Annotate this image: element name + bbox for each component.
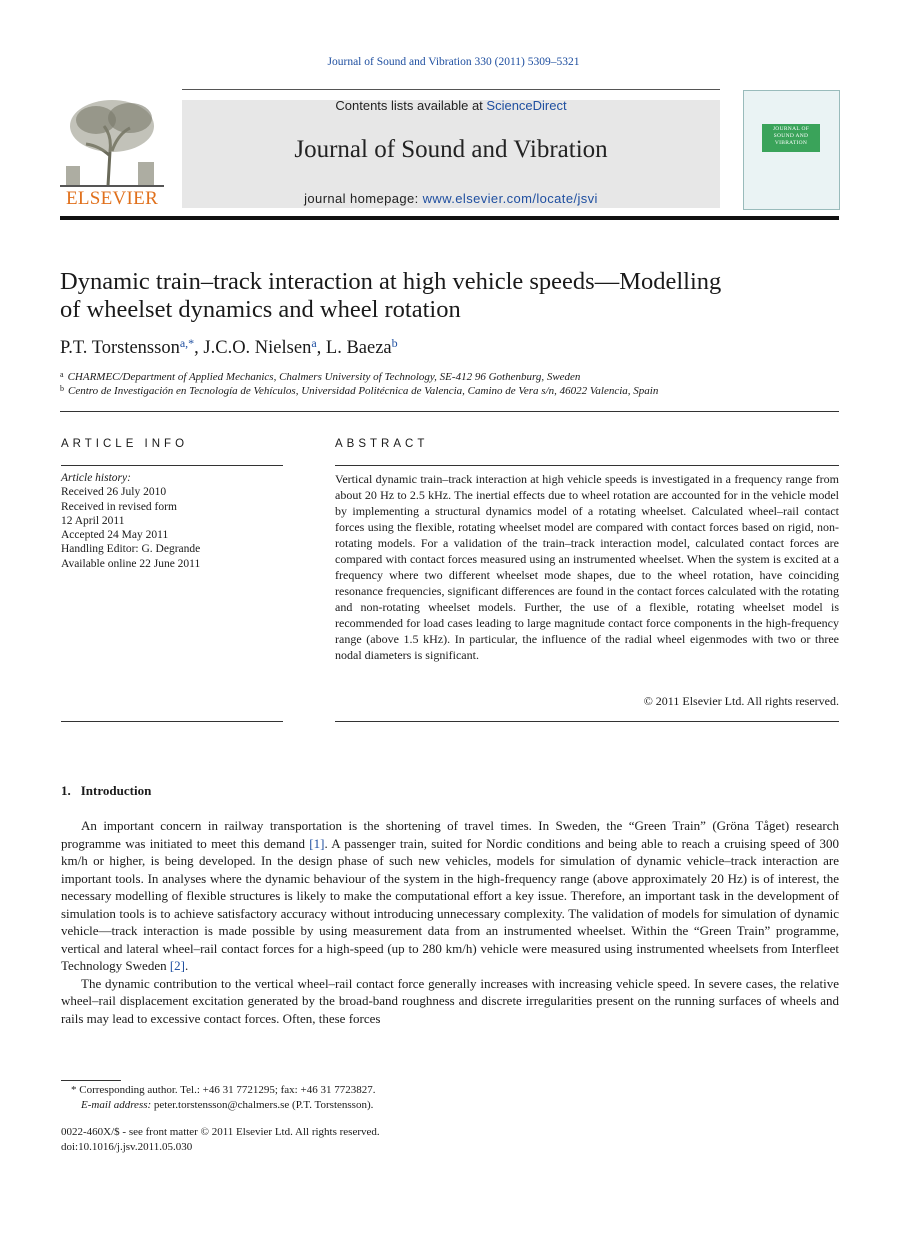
abstract-text: Vertical dynamic train–track interaction at high vehicle speeds is investigated in a frequency range from about 20 Hz to 2.5 kHz. The inertial effects due to wheel rotation are accounted for in the vehicle model by implementing a structural dynamics model of a rotating wheelset. Calculated wheel–rail contact forces using the flexible, rotating wheelset model are compared with contact forces based on rigid, non-rotating models. For a validation of the train–track interaction model, calculated contact forces are compared with contact forces measured using an instrumented wheelset. When the system is excited at a frequency where two different wheelset mode shapes, due to the wheel rotation, have coinciding resonance frequencies, significant differences are found in the contact forces calculated with the rotating and non-rotating wheelset models. Further, the use of a flexible, rotating wheelset model is recommended for load cases leading to large magnitude contact force components in the high-frequency range (above 1.5 kHz). In particular, the influence of the radial wheel eigenmodes with two or three nodal diameters is significant. (335, 472, 839, 662)
history-line: 12 April 2011 (61, 514, 125, 527)
author-name[interactable]: P.T. Torstensson (60, 338, 180, 358)
author-affiliation-mark[interactable]: b (391, 336, 398, 350)
article-info-heading: ARTICLE INFO (61, 438, 189, 450)
affiliation (60, 370, 840, 383)
publisher-wordmark: ELSEVIER (65, 188, 159, 209)
contents-prefix: Contents lists available at (335, 98, 487, 113)
paragraph-text: . (185, 958, 189, 973)
abstract-bottom-rule (335, 721, 839, 722)
history-line: Available online 22 June 2011 (61, 557, 201, 570)
article-info-bottom-rule (61, 721, 283, 722)
body-text (61, 817, 839, 1027)
abstract-rule (335, 465, 839, 466)
cover-title-block (762, 124, 820, 152)
header-top-rule (182, 89, 720, 90)
email-footnote (61, 1099, 859, 1111)
article-title-line-2: of wheelset dynamics and wheel rotation (60, 296, 461, 323)
affiliation-text: Centro de Investigación en Tecnología de Vehículos, Universidad Politécnica de Valencia, Camino de Vera s/n, 46022 Valencia, Spain (68, 385, 659, 397)
section-title: Introduction (80, 783, 152, 798)
section-heading (61, 783, 151, 799)
corresponding-author-footnote: * Corresponding author. Tel.: +46 31 7721295; fax: +46 31 7723827. (71, 1084, 376, 1096)
affiliation-mark: b (60, 384, 64, 393)
history-heading: Article history: (61, 472, 131, 484)
author-name[interactable]: J.C.O. Nielsen (203, 338, 312, 358)
footnote-rule (61, 1080, 121, 1081)
history-line: Accepted 24 May 2011 (61, 529, 169, 542)
article-history (61, 471, 286, 571)
journal-citation[interactable]: Journal of Sound and Vibration 330 (2011) 5309–5321 (327, 56, 580, 68)
author-list: P.T. Torstensson$^{a,*}$, J.C.O. Nielsen$^a$, L. Baeza$^b$ (60, 336, 398, 358)
front-matter-note: 0022-460X/$ - see front matter © 2011 Elsevier Ltd. All rights reserved. (61, 1126, 380, 1138)
cover-text: JOURNAL OF SOUND AND VIBRATION (772, 126, 810, 146)
section-number: 1. (61, 783, 71, 798)
paragraph: The dynamic contribution to the vertical wheel–rail contact force generally increases with increasing vehicle speed. In severe cases, the relative wheel–rail displacement excitation generated by the broad-band roughness and discrete irregularities present on the running surfaces of wheels and rails may lead to excessive contact forces. Often, these forces (61, 975, 839, 1026)
homepage-link[interactable]: www.elsevier.com/locate/jsvi (422, 191, 598, 206)
journal-cover-thumbnail[interactable] (743, 90, 840, 210)
affiliation (60, 384, 840, 397)
homepage-prefix: journal homepage: (304, 191, 423, 206)
history-line: Received 26 July 2010 (61, 486, 167, 499)
doi[interactable]: doi:10.1016/j.jsv.2011.05.030 (61, 1141, 193, 1153)
affiliation-mark: a (60, 370, 64, 379)
email-address[interactable]: peter.torstensson@chalmers.se (P.T. Torstensson). (151, 1099, 374, 1111)
contents-line (182, 98, 720, 113)
article-info-rule (61, 465, 283, 466)
author-name[interactable]: L. Baeza (325, 338, 392, 358)
paragraph (61, 817, 839, 975)
article-title (60, 268, 840, 324)
abstract-heading: ABSTRACT (335, 438, 429, 450)
reference-link[interactable]: [1] (309, 835, 325, 851)
history-line: Handling Editor: G. Degrande (61, 543, 201, 556)
author-affiliation-mark[interactable]: a,* (179, 336, 195, 350)
header-thick-rule (60, 216, 839, 220)
homepage-line (182, 191, 720, 206)
abstract-copyright: © 2011 Elsevier Ltd. All rights reserved. (643, 694, 839, 708)
affiliation-text: CHARMEC/Department of Applied Mechanics, Chalmers University of Technology, SE-412 96 Gothenburg, Sweden (67, 371, 581, 383)
article-title-line-1: Dynamic train–track interaction at high vehicle speeds—Modelling (60, 268, 722, 295)
history-line: Received in revised form (61, 500, 177, 513)
elsevier-logo[interactable] (60, 96, 164, 210)
email-label: E-mail address: (81, 1099, 152, 1111)
reference-link[interactable]: [2] (169, 958, 186, 973)
author-affiliation-mark[interactable]: a (311, 336, 317, 350)
journal-title: Journal of Sound and Vibration (294, 136, 608, 163)
paragraph-text: . A passenger train, suited for Nordic conditions and being able to reach a cruising speed of 300 km/h or higher, is being developed. In the design phase of such new vehicles, models for simulation of dynamic vehicle–track interaction are important tools. In analyses where the dynamic behaviour of the system in the high-frequency range (above approximately 20 Hz) is of interest, the necessary modelling of flexible structures is likely to make the computational effort a key issue. Therefore, an important task in the development of simulation tools is to achieve satisfactory accuracy without introducing unnecessary complexity. The validation of models for simulation of dynamic vehicle—track interaction is made possible by using measurement data from an instrumented wheelset. Within the “Green Train” programme, vertical and lateral wheel–rail contact forces for a high-speed (up to 280 km/h) vehicle were measured using instrumented wheelsets from Interfleet Technology Sweden (61, 835, 839, 973)
paragraph-text: An important concern in railway transportation is the shortening of travel times. In Sweden, the “Green Train” (Gröna Tåget) research programme was initiated to meet this demand (61, 818, 839, 851)
sciencedirect-link[interactable]: ScienceDirect (486, 98, 567, 113)
tree-logo-icon (60, 96, 164, 188)
affiliation-rule (60, 411, 839, 412)
